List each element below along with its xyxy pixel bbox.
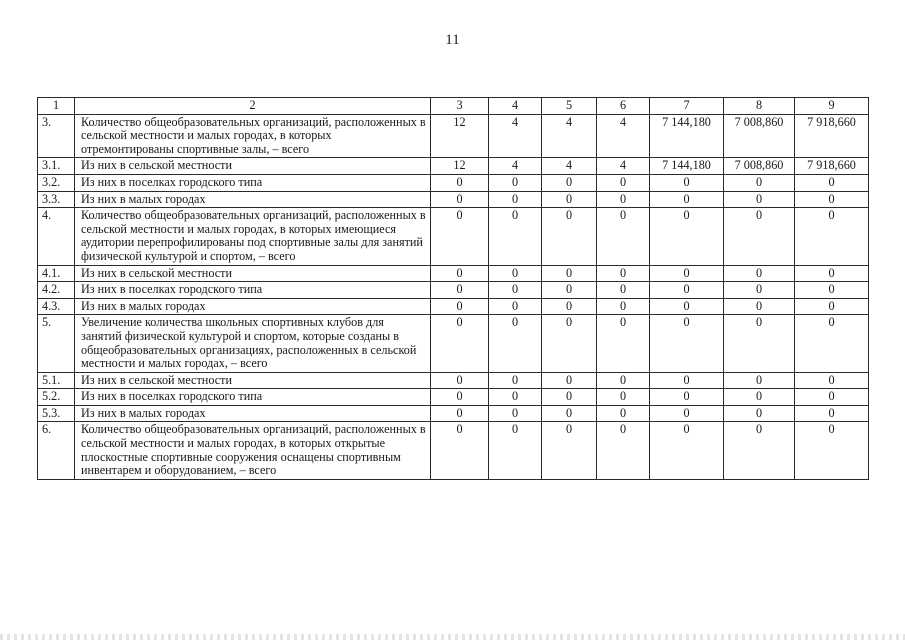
row-value: 0 (795, 405, 869, 422)
row-number: 5.2. (38, 389, 75, 406)
row-description: Из них в поселках городского типа (75, 282, 431, 299)
row-number: 4.2. (38, 282, 75, 299)
row-value: 0 (724, 265, 795, 282)
row-value: 0 (489, 389, 542, 406)
row-value: 0 (431, 298, 489, 315)
row-value: 0 (489, 191, 542, 208)
row-value: 0 (650, 208, 724, 265)
row-value: 0 (431, 208, 489, 265)
row-value: 0 (597, 389, 650, 406)
page-number: 11 (445, 32, 460, 48)
row-value: 0 (650, 265, 724, 282)
table-row (38, 158, 869, 175)
row-value: 7 918,660 (795, 158, 869, 175)
row-value: 0 (795, 265, 869, 282)
row-description: Количество общеобразовательных организаций, расположенных в сельской местности и малых городах, в которых имеющиеся аудитории перепрофилированы под спортивные залы для занятий физической культурой и спортом, – всего (75, 208, 431, 265)
row-value: 0 (489, 265, 542, 282)
row-value: 7 008,860 (724, 158, 795, 175)
row-value: 7 144,180 (650, 158, 724, 175)
row-value: 0 (431, 265, 489, 282)
row-value: 0 (597, 208, 650, 265)
row-value: 0 (795, 389, 869, 406)
row-number: 5.1. (38, 372, 75, 389)
row-value: 0 (489, 174, 542, 191)
row-value: 0 (795, 208, 869, 265)
row-value: 0 (795, 298, 869, 315)
row-description: Из них в поселках городского типа (75, 174, 431, 191)
row-value: 0 (597, 298, 650, 315)
row-value: 0 (597, 174, 650, 191)
row-value: 4 (489, 114, 542, 158)
row-value: 0 (597, 372, 650, 389)
row-description: Увеличение количества школьных спортивных клубов для занятий физической культурой и спортом, которые созданы в общеобразовательных организациях, расположенных в сельской местности и малых городах, – всего (75, 315, 431, 372)
row-value: 0 (724, 174, 795, 191)
column-header: 9 (795, 98, 869, 115)
table-row (38, 174, 869, 191)
row-description: Из них в сельской местности (75, 158, 431, 175)
row-description: Из них в малых городах (75, 298, 431, 315)
row-value: 4 (489, 158, 542, 175)
column-header: 3 (431, 98, 489, 115)
column-header: 7 (650, 98, 724, 115)
row-value: 0 (597, 191, 650, 208)
row-number: 4. (38, 208, 75, 265)
row-description: Количество общеобразовательных организаций, расположенных в сельской местности и малых городах, в которых открытые плоскостные спортивные сооружения оснащены спортивным инвентарем и оборудованием, – всего (75, 422, 431, 479)
row-value: 0 (795, 315, 869, 372)
row-value: 0 (431, 405, 489, 422)
table-row (38, 265, 869, 282)
row-value: 0 (724, 191, 795, 208)
column-header: 2 (75, 98, 431, 115)
row-value: 0 (795, 282, 869, 299)
row-number: 5.3. (38, 405, 75, 422)
row-value: 0 (724, 422, 795, 479)
row-number: 4.3. (38, 298, 75, 315)
column-header: 6 (597, 98, 650, 115)
row-value: 0 (724, 208, 795, 265)
row-value: 0 (650, 405, 724, 422)
row-value: 7 918,660 (795, 114, 869, 158)
table-row (38, 191, 869, 208)
row-number: 5. (38, 315, 75, 372)
row-value: 0 (431, 389, 489, 406)
row-value: 0 (650, 315, 724, 372)
row-value: 0 (724, 298, 795, 315)
row-value: 0 (542, 282, 597, 299)
table-row (38, 114, 869, 158)
row-description: Из них в поселках городского типа (75, 389, 431, 406)
row-description: Из них в сельской местности (75, 372, 431, 389)
row-value: 0 (489, 315, 542, 372)
row-value: 0 (650, 174, 724, 191)
row-value: 0 (542, 298, 597, 315)
table-row (38, 405, 869, 422)
table-row (38, 315, 869, 372)
column-header: 1 (38, 98, 75, 115)
row-value: 0 (542, 422, 597, 479)
row-value: 0 (724, 315, 795, 372)
column-header: 8 (724, 98, 795, 115)
table-row (38, 298, 869, 315)
table-row (38, 389, 869, 406)
row-value: 0 (724, 282, 795, 299)
row-value: 0 (431, 191, 489, 208)
row-number: 6. (38, 422, 75, 479)
column-header: 4 (489, 98, 542, 115)
row-value: 0 (724, 372, 795, 389)
column-header: 5 (542, 98, 597, 115)
table-row (38, 208, 869, 265)
row-value: 0 (431, 372, 489, 389)
row-value: 0 (542, 372, 597, 389)
row-value: 4 (542, 114, 597, 158)
row-value: 0 (650, 389, 724, 406)
row-value: 0 (597, 405, 650, 422)
row-number: 3.3. (38, 191, 75, 208)
row-value: 0 (542, 265, 597, 282)
row-value: 0 (597, 282, 650, 299)
row-value: 4 (597, 114, 650, 158)
row-value: 0 (650, 372, 724, 389)
row-value: 4 (597, 158, 650, 175)
table-row (38, 422, 869, 479)
row-value: 0 (650, 282, 724, 299)
table-body (38, 114, 869, 479)
row-value: 0 (431, 315, 489, 372)
row-value: 0 (489, 298, 542, 315)
row-value: 4 (542, 158, 597, 175)
row-value: 0 (489, 282, 542, 299)
row-number: 3.1. (38, 158, 75, 175)
row-value: 0 (431, 174, 489, 191)
row-value: 0 (542, 315, 597, 372)
row-description: Из них в сельской местности (75, 265, 431, 282)
row-value: 0 (650, 298, 724, 315)
row-value: 0 (542, 389, 597, 406)
row-value: 0 (431, 422, 489, 479)
data-table-container (37, 97, 868, 480)
row-number: 3. (38, 114, 75, 158)
row-value: 0 (650, 422, 724, 479)
row-value: 0 (597, 315, 650, 372)
row-description: Из них в малых городах (75, 405, 431, 422)
table-header-row (38, 98, 869, 115)
row-value: 0 (795, 174, 869, 191)
row-value: 0 (489, 372, 542, 389)
row-value: 0 (542, 405, 597, 422)
table-row (38, 282, 869, 299)
scan-edge-artifact (0, 634, 905, 640)
row-number: 4.1. (38, 265, 75, 282)
row-value: 0 (724, 405, 795, 422)
row-value: 0 (489, 405, 542, 422)
row-number: 3.2. (38, 174, 75, 191)
row-value: 0 (542, 174, 597, 191)
row-value: 12 (431, 114, 489, 158)
row-value: 7 144,180 (650, 114, 724, 158)
row-value: 0 (489, 422, 542, 479)
row-value: 0 (542, 208, 597, 265)
table-row (38, 372, 869, 389)
data-table (37, 97, 869, 480)
row-value: 0 (597, 265, 650, 282)
row-value: 0 (795, 191, 869, 208)
row-value: 0 (431, 282, 489, 299)
row-value: 7 008,860 (724, 114, 795, 158)
row-value: 12 (431, 158, 489, 175)
row-value: 0 (489, 208, 542, 265)
row-description: Количество общеобразовательных организаций, расположенных в сельской местности и малых городах, в которых отремонтированы спортивные залы, – всего (75, 114, 431, 158)
row-value: 0 (795, 422, 869, 479)
row-value: 0 (724, 389, 795, 406)
row-value: 0 (650, 191, 724, 208)
row-description: Из них в малых городах (75, 191, 431, 208)
row-value: 0 (597, 422, 650, 479)
row-value: 0 (542, 191, 597, 208)
row-value: 0 (795, 372, 869, 389)
